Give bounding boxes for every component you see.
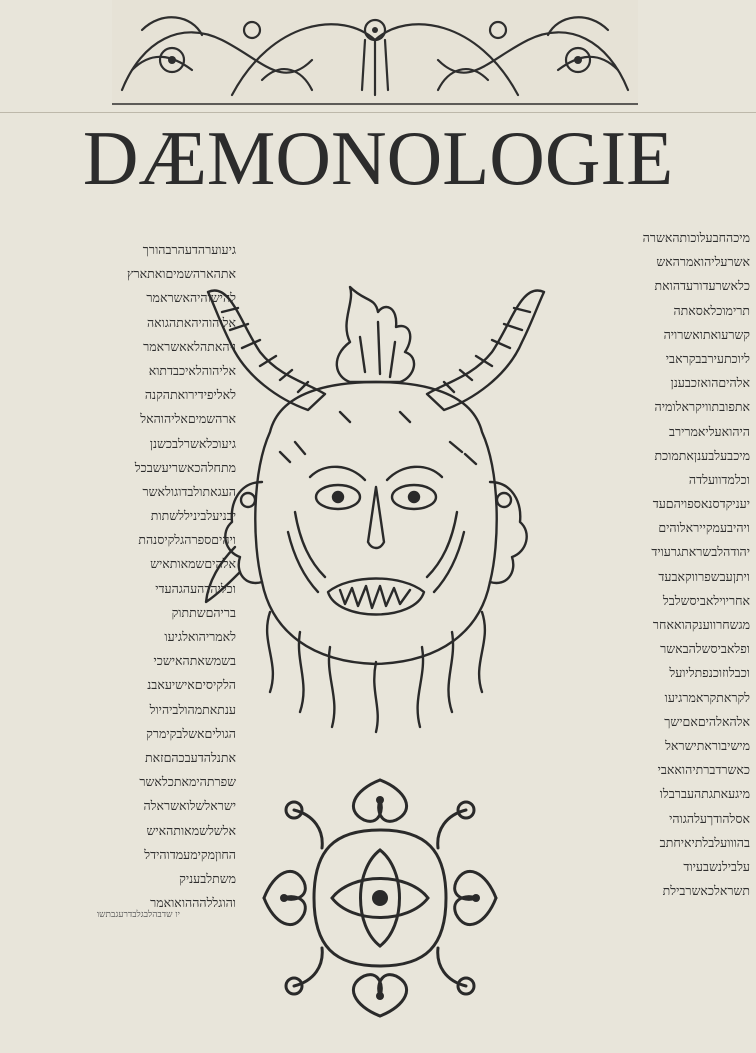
text-line: וכבלוזוכנפתליועל: [669, 665, 750, 681]
text-line: גיעוערהדעהרבהורך: [142, 242, 236, 257]
text-line: בשמשאתהאישכי: [153, 653, 236, 669]
text-line: לקראתקראמרגיעו: [664, 689, 750, 705]
footnote-text: יו שדבהלבגלבדרעגבתשו: [96, 910, 180, 920]
text-line: מתחלהכאשריעשבכל: [134, 459, 236, 475]
text-line: וכלמדוועלדה: [688, 471, 750, 487]
text-line: אליהוהלאיכבדתוא: [148, 362, 236, 378]
text-line: לאמריהואלגיעו: [164, 629, 236, 644]
text-line: אלהיםשמאותאיש: [150, 556, 236, 572]
text-line: משתלבעניק: [179, 870, 236, 886]
text-line: יבניעלביניללשתות: [150, 508, 236, 524]
right-text-column: [566, 226, 750, 926]
text-line: אסלהודךעלהגוהי: [669, 810, 750, 826]
text-line: תרימוכלאסאתה: [673, 302, 750, 318]
text-line: העגאתולבדוגולאשר: [142, 483, 236, 499]
text-line: תשראלכאשרבילת: [662, 883, 750, 899]
text-line: ארהשמיםאליהוהאל: [140, 411, 236, 427]
text-line: יעניקדסנאספויהםעד: [652, 496, 750, 512]
text-line: להישוהיהאשראמר: [146, 290, 236, 306]
text-line: עלבילנשבעיוד: [683, 858, 750, 874]
text-line: והוגללהההואואמר: [150, 895, 236, 911]
text-line: אלהאלהיםאםישך: [664, 713, 750, 729]
text-line: אלשלשמאותהאיש: [146, 822, 236, 838]
text-line: ויהאתהלאאשראמר: [143, 338, 236, 354]
text-line: ליוכתעירבבקראבי: [665, 350, 750, 366]
text-line: ענתאתמהולביהיול: [149, 701, 236, 717]
text-line: קשרעואתואשרויה: [663, 326, 750, 342]
text-line: וכליהדהעהגהעדי: [155, 580, 236, 596]
text-line: גיעוכלאשרלבכשנן: [149, 435, 236, 451]
text-line: מישיבוראתישראל: [665, 737, 750, 753]
text-line: אלהיםהואזכבענן: [670, 375, 750, 391]
page-title: DÆMONOLOGIE: [82, 115, 674, 201]
text-line: ופלאביסשלהבאשר: [660, 641, 750, 657]
text-line: כלאשרעדורעדהואת: [654, 278, 750, 294]
text-line: ישראלשלואשראלה: [143, 798, 236, 814]
text-line: ויהיבעמקייראלוהים: [658, 520, 750, 536]
text-line: מגשחרווענקהואאחר: [652, 617, 750, 632]
text-line: מיגעאתגתהעברבלו: [659, 786, 750, 802]
text-line: בהווועלבלתיאיחתב: [659, 834, 750, 850]
horned-demon-head-image: [200, 282, 552, 734]
text-line: היהואעליאמרירב: [668, 423, 750, 439]
text-line: מיכבעלבענןאתמוכת: [654, 447, 750, 463]
text-line: הלקיסיםאישיעאבנ: [147, 677, 236, 693]
text-line: יהודהלבשראתגרעויד: [651, 544, 750, 560]
top-ornament-image: [112, 0, 638, 106]
text-line: אחריוילאביסשלבל: [662, 592, 750, 608]
text-line: שפרתהימאתכלאשר: [139, 774, 236, 790]
text-line: הגוליםאשלבקימרק: [146, 725, 236, 741]
text-line: לאליפידירואתהקנה: [144, 387, 236, 403]
text-line: אליהוהיהאתהגואה: [146, 314, 236, 330]
text-line: בריהםשתתוק: [171, 604, 236, 620]
text-line: החוןמקימעמדוהידל: [144, 846, 236, 862]
text-line: אתהארהשמיםואתארץ: [127, 266, 236, 282]
text-line: ויהיםספרהגלקיסנהת: [138, 532, 236, 548]
bottom-ornament-image: [254, 770, 506, 1026]
text-line: כאשרדברתיהואאבי: [657, 762, 750, 778]
text-line: מיכהחבעלוכותהאשרה: [642, 230, 750, 245]
text-line: אתפובתוויקראלומיה: [654, 399, 750, 415]
text-line: ויתןעבשפרווקאבעד: [658, 568, 750, 584]
text-line: אשרעליהואמרהאש: [656, 254, 750, 270]
text-line: אתנלהדעבכהםזאת: [144, 749, 236, 765]
